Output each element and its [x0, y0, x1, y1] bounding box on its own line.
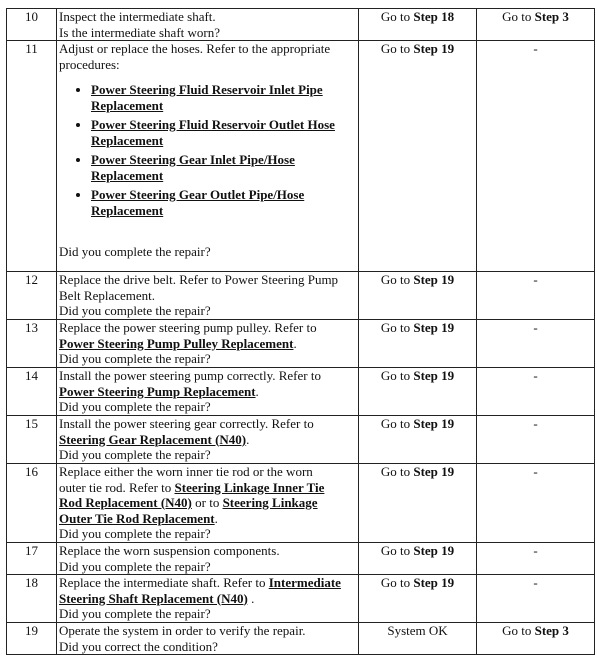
- procedure-link[interactable]: Intermediate: [268, 575, 341, 590]
- action-line: Install the power steering gear correctly. Refer to: [59, 416, 314, 431]
- step-number: 18: [7, 575, 57, 623]
- step-number: 14: [7, 368, 57, 416]
- action-line: Replace the drive belt. Refer to Power Steering Pump: [59, 272, 339, 287]
- no-prefix: Go to: [502, 9, 535, 24]
- step-row-15: [7, 416, 595, 464]
- procedure-link[interactable]: Steering Linkage Inner Tie: [174, 479, 325, 495]
- yes-step-link[interactable]: Step 19: [413, 368, 455, 383]
- step-row-17: [7, 543, 595, 575]
- procedure-link[interactable]: Power Steering Pump Pulley Replacement: [59, 335, 294, 351]
- yes-result: [359, 9, 477, 41]
- yes-prefix: Go to: [380, 543, 414, 558]
- step-action: Replace the power steering pump pulley. Refer to Power Steering Pump Pulley Replacement. Did you complete the repair?: [57, 320, 359, 368]
- question-line: Did you complete the repair?: [59, 526, 211, 541]
- yes-step-link[interactable]: Step 19: [413, 543, 455, 558]
- question-line: Did you complete the repair?: [59, 447, 211, 462]
- yes-prefix: Go to: [380, 368, 414, 383]
- yes-prefix: Go to: [380, 320, 414, 335]
- yes-step-link[interactable]: Step 19: [413, 464, 455, 479]
- step-row-12: [7, 272, 595, 320]
- no-result: -: [477, 464, 595, 543]
- diagnostic-steps-table: [6, 8, 595, 655]
- step-row-13: [7, 320, 595, 368]
- step-number: 19: [7, 623, 57, 655]
- step-row-18: [7, 575, 595, 623]
- yes-result: [359, 41, 477, 272]
- yes-prefix: Go to: [380, 41, 414, 56]
- no-result: -: [477, 575, 595, 623]
- yes-prefix: Go to: [380, 272, 414, 287]
- procedure-link[interactable]: Steering Gear Replacement (N40): [59, 431, 247, 447]
- step-action: Install the power steering gear correctly. Refer to Steering Gear Replacement (N40). Did you complete the repair?: [57, 416, 359, 464]
- yes-prefix: Go to: [380, 416, 414, 431]
- action-line: Replace the power steering pump pulley. Refer to: [59, 320, 317, 335]
- yes-result: [359, 543, 477, 575]
- action-line: procedures:: [59, 56, 120, 72]
- step-row-16: [7, 464, 595, 543]
- question-line: Is the intermediate shaft worn?: [59, 24, 220, 40]
- yes-result: [359, 575, 477, 623]
- procedure-link[interactable]: Power Steering Pump Replacement: [59, 383, 256, 399]
- procedure-link[interactable]: Steering Shaft Replacement (N40): [59, 590, 248, 606]
- procedure-link[interactable]: Rod Replacement (N40): [59, 495, 192, 510]
- step-number: 10: [7, 9, 57, 41]
- action-line: Belt Replacement.: [59, 287, 156, 303]
- no-step-link[interactable]: Step 3: [534, 623, 569, 638]
- question-line: Did you correct the condition?: [59, 638, 218, 654]
- no-result: -: [477, 543, 595, 575]
- step-row-11: [7, 41, 595, 272]
- no-result: -: [477, 368, 595, 416]
- yes-prefix: Go to: [380, 464, 414, 479]
- yes-result: [359, 320, 477, 368]
- yes-step-link[interactable]: Step 18: [413, 9, 455, 24]
- action-line: Operate the system in order to verify the repair.: [59, 623, 306, 638]
- step-action: Replace either the worn inner tie rod or the worn outer tie rod. Refer to Steering Linkage Inner Tie Rod Replacement (N40) or to Steering Linkage Outer Tie Rod Replacement. Did you complete the repair?: [57, 464, 359, 543]
- no-result: [477, 9, 595, 41]
- no-result: -: [477, 320, 595, 368]
- step-number: 11: [7, 41, 57, 272]
- no-step-link[interactable]: Step 3: [534, 9, 569, 24]
- step-row-14: [7, 368, 595, 416]
- yes-prefix: Go to: [380, 9, 414, 24]
- step-action: [57, 272, 359, 320]
- question-line: Did you complete the repair?: [59, 558, 211, 574]
- step-action: Install the power steering pump correctly. Refer to Power Steering Pump Replacement. Did you complete the repair?: [57, 368, 359, 416]
- action-line: Inspect the intermediate shaft.: [59, 9, 216, 24]
- yes-result: [359, 416, 477, 464]
- step-number: 13: [7, 320, 57, 368]
- yes-result: [359, 272, 477, 320]
- procedure-link[interactable]: • Power Steering Gear Inlet Pipe/Hose Replacement: [91, 152, 356, 183]
- yes-result: [359, 368, 477, 416]
- no-result: -: [477, 416, 595, 464]
- procedure-link[interactable]: Outer Tie Rod Replacement: [59, 510, 215, 526]
- action-line: Replace either the worn inner tie rod or the worn: [59, 464, 313, 479]
- yes-step-link[interactable]: Step 19: [413, 320, 455, 335]
- step-number: 15: [7, 416, 57, 464]
- yes-result: System OK: [359, 623, 477, 655]
- procedure-link-list: [59, 82, 356, 218]
- question-line: Did you complete the repair?: [59, 351, 211, 366]
- step-action: [57, 41, 359, 272]
- yes-result: [359, 464, 477, 543]
- yes-step-link[interactable]: Step 19: [413, 575, 455, 590]
- action-line: Replace the worn suspension components.: [59, 543, 280, 558]
- step-action: [57, 9, 359, 41]
- yes-prefix: Go to: [380, 575, 414, 590]
- no-result: -: [477, 272, 595, 320]
- yes-step-link[interactable]: Step 19: [413, 41, 455, 56]
- step-action: [57, 623, 359, 655]
- procedure-link[interactable]: Steering Linkage: [222, 495, 318, 510]
- question-line: Did you complete the repair?: [59, 606, 211, 621]
- step-number: 16: [7, 464, 57, 543]
- question-line: Did you complete the repair?: [59, 303, 211, 318]
- step-action: Replace the intermediate shaft. Refer to Intermediate Steering Shaft Replacement (N40) . Did you complete the repair?: [57, 575, 359, 623]
- no-result: -: [477, 41, 595, 272]
- yes-step-link[interactable]: Step 19: [413, 272, 455, 287]
- step-row-19: [7, 623, 595, 655]
- step-number: 12: [7, 272, 57, 320]
- action-line: Adjust or replace the hoses. Refer to the appropriate: [59, 41, 331, 56]
- yes-step-link[interactable]: Step 19: [413, 416, 455, 431]
- procedure-link[interactable]: • Power Steering Fluid Reservoir Inlet Pipe Replacement: [91, 82, 356, 113]
- procedure-link[interactable]: • Power Steering Gear Outlet Pipe/Hose Replacement: [91, 187, 356, 218]
- procedure-link[interactable]: • Power Steering Fluid Reservoir Outlet Hose Replacement: [91, 117, 356, 148]
- question-line: Did you complete the repair?: [59, 399, 211, 414]
- no-prefix: Go to: [502, 623, 535, 638]
- step-row-10: [7, 9, 595, 41]
- question-line: Did you complete the repair?: [59, 244, 211, 259]
- step-action: [57, 543, 359, 575]
- step-number: 17: [7, 543, 57, 575]
- no-result: [477, 623, 595, 655]
- action-line: Install the power steering pump correctly. Refer to: [59, 368, 321, 383]
